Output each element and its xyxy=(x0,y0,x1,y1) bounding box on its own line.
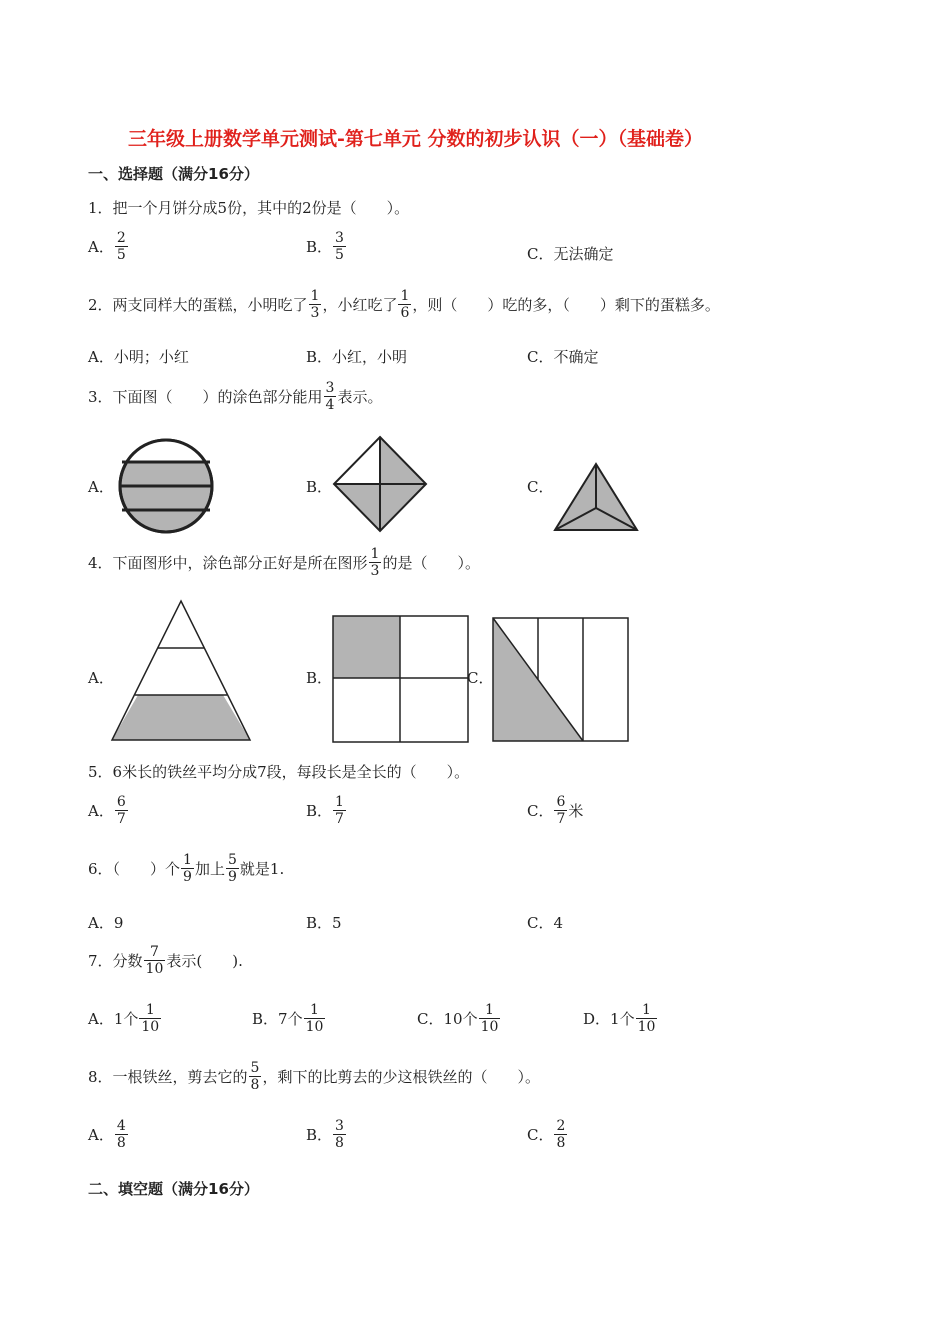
fraction: $\frac{3}{5}$ xyxy=(335,230,344,263)
fraction: $\frac{1}{7}$ xyxy=(335,794,344,827)
q8-option-a: A． $\frac{4}{8}$ xyxy=(88,1118,126,1151)
q4-strip-figure xyxy=(492,617,630,743)
fraction: $\frac{1}{10}$ xyxy=(637,1002,656,1035)
q6-option-c: C．4 xyxy=(527,914,564,932)
fraction: $\frac{7}{10}$ xyxy=(145,944,164,977)
q6-option-a: A．9 xyxy=(88,914,124,932)
q2-option-b: B．小红，小明 xyxy=(306,348,408,366)
q4-triangle-figure xyxy=(111,600,251,742)
fraction: $\frac{5}{9}$ xyxy=(227,852,237,885)
q5-option-c: C． $\frac{6}{7}$ 米 xyxy=(527,794,584,827)
q5-option-b: B． $\frac{1}{7}$ xyxy=(306,794,344,827)
q1-stem: 1．把一个月饼分成5份，其中的2份是（ ）。 xyxy=(88,199,410,217)
q6-option-b: B．5 xyxy=(306,914,342,932)
section-fill-heading: 二、填空题（满分16分） xyxy=(88,1180,259,1198)
q3-diamond-figure xyxy=(332,435,428,533)
fraction: $\frac{1}{9}$ xyxy=(183,852,192,885)
fraction: $\frac{3}{4}$ xyxy=(325,380,335,413)
fraction: $\frac{1}{3}$ xyxy=(370,546,380,579)
q1-option-c: C． 无法确定 xyxy=(527,245,614,263)
q4-option-c: C． xyxy=(467,669,494,687)
section-choice-heading: 一、选择题（满分16分） xyxy=(88,165,259,183)
page-title: 三年级上册数学单元测试-第七单元 分数的初步认识（一）（基础卷） xyxy=(128,128,704,150)
q2-option-a: A．小明；小红 xyxy=(88,348,189,366)
q1-option-a: A． $\frac{2}{5}$ xyxy=(88,230,126,263)
q7-option-d: D．1个 $\frac{1}{10}$ xyxy=(583,1002,656,1035)
fraction: $\frac{3}{8}$ xyxy=(335,1118,344,1151)
q4-option-a: A． xyxy=(88,669,114,687)
q5-option-a: A． $\frac{6}{7}$ xyxy=(88,794,126,827)
q3-triangle-figure xyxy=(553,462,639,532)
q8-stem: 8．一根铁丝，剪去它的 $\frac{5}{8}$ ，剩下的比剪去的少这根铁丝的（ ）。 xyxy=(88,1060,540,1093)
q7-stem: 7．分数 $\frac{7}{10}$ 表示( ). xyxy=(88,944,243,977)
q3-circle-figure xyxy=(118,438,214,534)
q3-option-b: B． xyxy=(306,478,333,496)
fraction: $\frac{2}{5}$ xyxy=(116,230,126,263)
q7-option-c: C．10个 $\frac{1}{10}$ xyxy=(417,1002,499,1035)
fraction: $\frac{1}{10}$ xyxy=(141,1002,160,1035)
fraction: $\frac{6}{7}$ xyxy=(556,794,566,827)
q8-option-c: C． $\frac{2}{8}$ xyxy=(527,1118,566,1151)
q3-stem: 3．下面图（ ）的涂色部分能用 $\frac{3}{4}$ 表示。 xyxy=(88,380,383,413)
q1-option-b: B． $\frac{3}{5}$ xyxy=(306,230,344,263)
fraction: $\frac{1}{6}$ xyxy=(400,288,410,321)
fraction: $\frac{1}{3}$ xyxy=(310,288,320,321)
q8-option-b: B． $\frac{3}{8}$ xyxy=(306,1118,344,1151)
fraction: $\frac{1}{10}$ xyxy=(480,1002,499,1035)
fraction: $\frac{2}{8}$ xyxy=(556,1118,566,1151)
q2-stem: 2．两支同样大的蛋糕，小明吃了 $\frac{1}{3}$ ，小红吃了 $\frac{1}{6}$ ，则（ ）吃的多，（ ）剩下的蛋糕多。 xyxy=(88,288,720,321)
q4-stem: 4．下面图形中，涂色部分正好是所在图形 $\frac{1}{3}$ 的是（ ）。 xyxy=(88,546,480,579)
fraction: $\frac{5}{8}$ xyxy=(250,1060,260,1093)
q6-stem: 6．（ ）个 $\frac{1}{9}$ 加上 $\frac{5}{9}$ 就是1. xyxy=(88,852,285,885)
q3-option-c: C． xyxy=(527,478,554,496)
fraction: $\frac{6}{7}$ xyxy=(116,794,126,827)
q5-stem: 5．6米长的铁丝平均分成7段，每段长是全长的（ ）。 xyxy=(88,763,470,781)
q3-option-a: A． xyxy=(88,478,114,496)
q7-option-a: A．1个 $\frac{1}{10}$ xyxy=(88,1002,160,1035)
q7-option-b: B．7个 $\frac{1}{10}$ xyxy=(252,1002,324,1035)
q4-option-b: B． xyxy=(306,669,333,687)
q2-option-c: C．不确定 xyxy=(527,348,599,366)
fraction: $\frac{4}{8}$ xyxy=(116,1118,126,1151)
fraction: $\frac{1}{10}$ xyxy=(305,1002,324,1035)
q4-rectangle-grid-figure xyxy=(332,615,469,743)
